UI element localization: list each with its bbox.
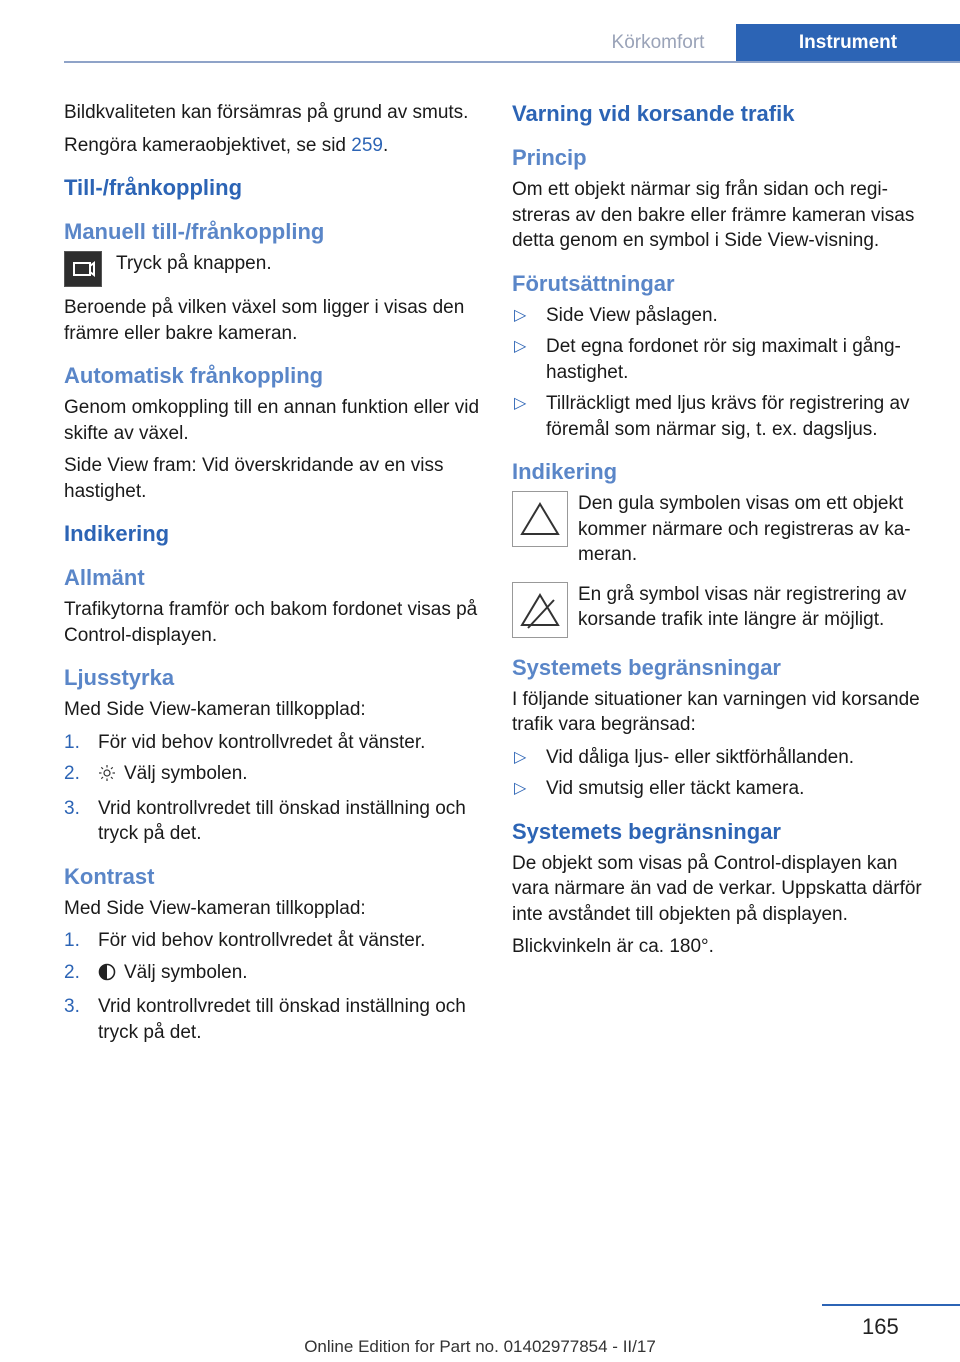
paragraph-sideview-speed: Side View fram: Vid överskridande av en viss hastighet. (64, 455, 444, 502)
prerequisites-list (512, 303, 930, 443)
page-link-259[interactable]: 259 (351, 134, 383, 156)
heading-forutsattningar: Förutsättningar (512, 270, 675, 296)
list-item: 2. Välj symbolen. (64, 761, 480, 790)
contrast-steps (64, 928, 480, 1045)
paragraph-genom: Genom omkoppling till en annan funktion eller vid skifte av växel. (64, 397, 480, 444)
heading-ljusstyrka: Ljusstyrka (64, 665, 175, 690)
paragraph-begransningar-2: De objekt som visas på Control-displayen kan vara närmare än vad de verkar. Uppskatta därför inte avståndet till objekten på displayen. (512, 852, 922, 925)
heading-manuell: Manuell till-/frånkoppling (64, 219, 325, 244)
press-button-text: Tryck på knappen. (116, 253, 272, 274)
brightness-icon (98, 764, 116, 790)
heading-princip: Princip (512, 145, 587, 170)
paragraph-med-sideview-2: Med Side View-kameran tillkopplad: (64, 897, 366, 919)
warning-crossed-icon (512, 582, 568, 638)
paragraph-med-sideview-1: Med Side View-kameran tillkopplad: (64, 699, 366, 720)
heading-indikering-left: Indikering (64, 521, 170, 546)
footer-edition: Online Edition for Part no. 01402977854 - II/17 (304, 1337, 656, 1356)
side-view-button-icon (64, 251, 102, 287)
header-tab-korkomfort[interactable]: Körkomfort (611, 32, 705, 53)
paragraph-begransningar-1: I följande situationer kan varningen vid korsande trafik vara begränsad: (512, 688, 920, 735)
list-item: ▷ Det egna fordonet rör sig maximalt i gånghastighet. (514, 336, 901, 383)
footer-line (822, 1304, 960, 1306)
bullet-icon: ▷ (514, 395, 527, 412)
list-item: ▷ Vid dåliga ljus- eller siktförhållanden. (512, 745, 930, 771)
grey-symbol-text: En grå symbol visas när registrering av korsande trafik inte längre är möjligt. (578, 583, 907, 630)
heading-varning: Varning vid korsande trafik (512, 101, 795, 126)
header-tab-instrument[interactable]: Instrument (736, 24, 960, 62)
list-item: ▷ Side View påslagen. (512, 303, 930, 329)
heading-till-frankoppling: Till-/frånkoppling (64, 175, 243, 200)
list-item: ▷ Vid smutsig eller täckt kamera. (512, 776, 930, 802)
heading-automatisk: Automatisk frånkoppling (64, 363, 324, 388)
paragraph-trafikytorna: Trafikytorna framför och bakom fordonet visas på Control-displayen. (64, 599, 478, 646)
grey-symbol-row (512, 582, 930, 638)
bullet-icon: ▷ (514, 338, 527, 355)
heading-begransningar-2: Systemets begränsningar (512, 818, 781, 844)
list-item: 1. För vid behov kontrollvredet åt vänster. (64, 731, 426, 753)
left-column (64, 100, 480, 1051)
contrast-icon (98, 963, 116, 989)
brightness-steps (64, 730, 480, 847)
list-item: 2. Välj symbolen. (64, 960, 480, 989)
paragraph-blickvinkel: Blickvinkeln är ca. 180°. (512, 936, 714, 957)
yellow-symbol-row (512, 491, 930, 568)
heading-allmant: Allmänt (64, 565, 145, 590)
paragraph-princip: Om ett objekt närmar sig från sidan och registreras av den bakre eller främre kameran visas detta genom en symbol i Side View-visning. (512, 179, 915, 251)
limitations-list (512, 745, 930, 802)
heading-begransningar-1: Systemets begränsningar (512, 654, 781, 680)
list-item: 3. Vrid kontrollvredet till önskad inställning och tryck på det. (64, 797, 466, 844)
heading-indikering-right: Indikering (512, 459, 618, 484)
header-divider (64, 61, 960, 63)
bullet-icon: ▷ (514, 306, 527, 324)
yellow-symbol-text: Den gula symbolen visas om ett objekt kommer närmare och registreras av kameran. (578, 493, 911, 565)
press-button-row (64, 251, 480, 287)
page-number: 165 (862, 1314, 899, 1339)
list-item: 3. Vrid kontrollvredet till önskad inställning och tryck på det. (64, 996, 466, 1043)
paragraph-clean-lens: Rengöra kameraobjektivet, se sid 259. (64, 134, 389, 156)
heading-kontrast: Kontrast (64, 863, 155, 889)
list-item: ▷ Tillräckligt med ljus krävs för registrering av föremål som närmar sig, t. ex. dagsljus. (514, 393, 910, 440)
bullet-icon: ▷ (514, 780, 527, 797)
list-item: 1. För vid behov kontrollvredet åt vänster. (64, 930, 426, 951)
paragraph-image-quality: Bildkvaliteten kan försämras på grund av smuts. (64, 102, 469, 123)
right-column (512, 100, 930, 967)
warning-triangle-icon (512, 491, 568, 547)
paragraph-beroende: Beroende på vilken växel som ligger i visas den främre eller bakre kameran. (64, 297, 465, 344)
bullet-icon: ▷ (514, 748, 527, 766)
